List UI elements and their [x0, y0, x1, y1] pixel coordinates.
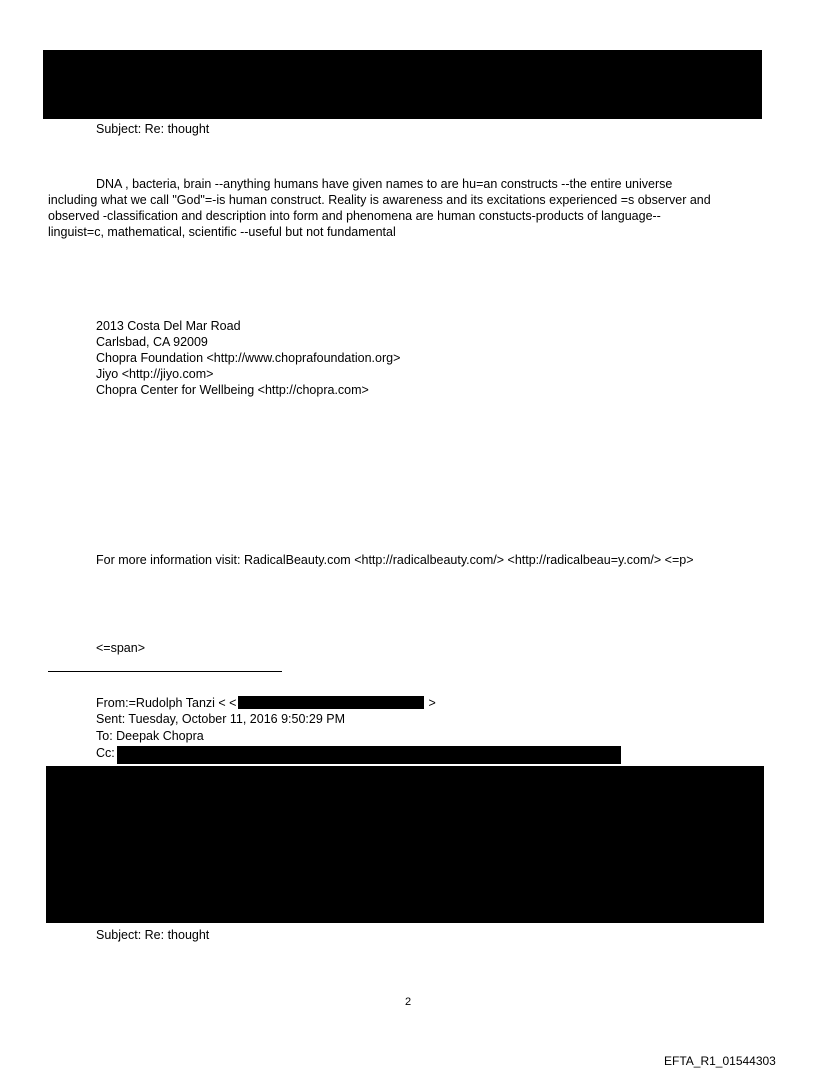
body-line-1: DNA , bacteria, brain --anything humans have given names to are hu=an constructs --the entire universe: [96, 177, 673, 191]
signature-address-line-2: Carlsbad, CA 92009: [96, 335, 208, 349]
signature-link-chopra-center: Chopra Center for Wellbeing <http://chopra.com>: [96, 383, 369, 397]
more-info-line: For more information visit: RadicalBeauty.com <http://radicalbeauty.com/> <http://radicalbeau=y.com/> <=p>: [96, 553, 694, 567]
signature-block: [96, 318, 400, 398]
to-line: To: Deepak Chopra: [96, 729, 204, 743]
sent-line: Sent: Tuesday, October 11, 2016 9:50:29 PM: [96, 712, 345, 726]
signature-link-jiyo: Jiyo <http://jiyo.com>: [96, 367, 214, 381]
span-tag-text: <=span>: [96, 641, 146, 655]
cc-line: Cc:: [96, 746, 115, 760]
page-number: 2: [404, 996, 412, 1008]
body-line-3: observed -classification and description into form and phenomena are human constucts-products of language--: [48, 209, 661, 223]
body-line-4: linguist=c, mathematical, scientific --useful but not fundamental: [48, 225, 396, 239]
subject-line-top: Subject: Re: thought: [96, 122, 210, 136]
redaction-from-email: [238, 696, 424, 709]
separator-rule: [48, 671, 282, 672]
from-line: [96, 695, 436, 711]
signature-link-foundation: Chopra Foundation <http://www.choprafoundation.org>: [96, 351, 401, 365]
body-paragraph: [48, 176, 768, 240]
redaction-block-large: [46, 766, 764, 923]
redaction-cc: [117, 746, 621, 764]
from-prefix: From:=Rudolph Tanzi < <: [96, 696, 237, 710]
subject-line-bottom: Subject: Re: thought: [96, 928, 210, 942]
body-line-2: including what we call "God"=-is human construct. Reality is awareness and its excitations experienced =s observer and: [48, 193, 711, 207]
signature-address-line-1: 2013 Costa Del Mar Road: [96, 319, 241, 333]
bates-number: EFTA_R1_01544303: [664, 1054, 776, 1068]
redaction-block-top: [43, 50, 762, 119]
from-suffix: >: [428, 696, 436, 710]
